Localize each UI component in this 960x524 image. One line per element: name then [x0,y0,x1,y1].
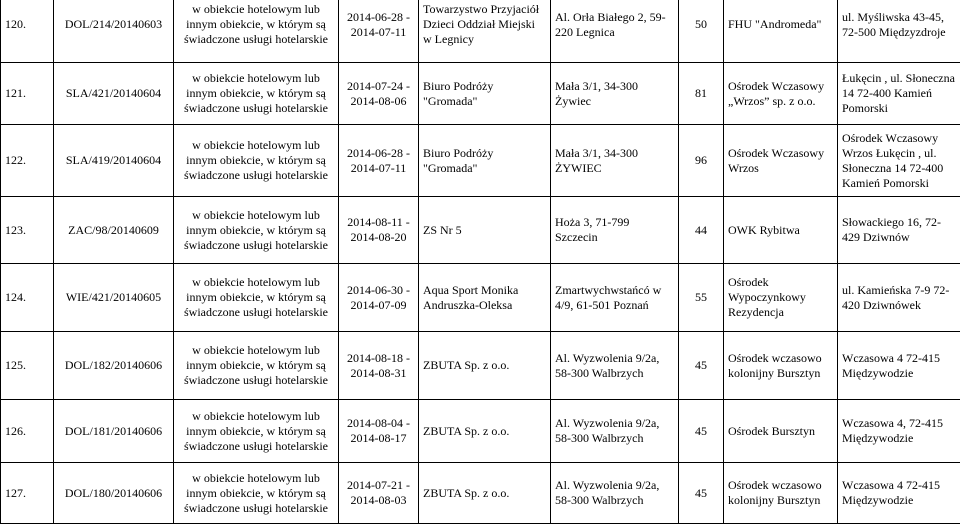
accommodation-type: w obiekcie hotelowym lub innym obiekcie, w którym są świadczone usługi hotelarskie [174,0,339,63]
venue-address: Łukęcin , ul. Słoneczna 14 72-400 Kamień Pomorski [838,63,960,125]
date-range: 2014-06-30 - 2014-07-09 [339,264,419,332]
organizer-address: Al. Wyzwolenia 9/2a, 58-300 Walbrzych [551,332,679,400]
organizer: ZBUTA Sp. z o.o. [419,332,551,400]
table-row [1,63,960,125]
date-range: 2014-08-11 - 2014-08-20 [339,197,419,264]
row-number: 120. [1,0,54,63]
participant-count: 50 [679,0,724,63]
date-range: 2014-08-04 - 2014-08-17 [339,400,419,463]
row-number: 121. [1,63,54,125]
venue-name: Ośrodek Wczasowy „Wrzos” sp. z o.o. [724,63,838,125]
accommodation-type: w obiekcie hotelowym lub innym obiekcie, w którym są świadczone usługi hotelarskie [174,125,339,197]
row-number: 123. [1,197,54,264]
participant-count: 44 [679,197,724,264]
registration-number: DOL/181/20140606 [54,400,174,463]
accommodation-type: w obiekcie hotelowym lub innym obiekcie, w którym są świadczone usługi hotelarskie [174,463,339,524]
organizer-address: Mała 3/1, 34-300 ŻYWIEC [551,125,679,197]
organizer: Biuro Podróży "Gromada" [419,125,551,197]
row-number: 127. [1,463,54,524]
organizer-address: Zmartwychwstańcó w 4/9, 61-501 Poznań [551,264,679,332]
accommodation-type: w obiekcie hotelowym lub innym obiekcie, w którym są świadczone usługi hotelarskie [174,332,339,400]
venue-address: ul. Kamieńska 7-9 72-420 Dziwnówek [838,264,960,332]
venue-name: Ośrodek Wypoczynkowy Rezydencja [724,264,838,332]
registration-number: WIE/421/20140605 [54,264,174,332]
accommodation-type: w obiekcie hotelowym lub innym obiekcie, w którym są świadczone usługi hotelarskie [174,63,339,125]
venue-address: Wczasowa 4 72-415 Międzywodzie [838,463,960,524]
participant-count: 45 [679,400,724,463]
organizer: Biuro Podróży "Gromada" [419,63,551,125]
participant-count: 81 [679,63,724,125]
venue-name: FHU "Andromeda" [724,0,838,63]
date-range: 2014-08-18 - 2014-08-31 [339,332,419,400]
table-row [1,0,960,63]
participant-count: 55 [679,264,724,332]
row-number: 122. [1,125,54,197]
registration-number: DOL/182/20140606 [54,332,174,400]
table-row [1,332,960,400]
accommodation-type: w obiekcie hotelowym lub innym obiekcie, w którym są świadczone usługi hotelarskie [174,197,339,264]
organizer: Towarzystwo Przyjaciół Dzieci Oddział Miejski w Legnicy [419,0,551,63]
venue-address: ul. Myśliwska 43-45, 72-500 Międzyzdroje [838,0,960,63]
organizer-address: Al. Wyzwolenia 9/2a, 58-300 Walbrzych [551,463,679,524]
registration-number: DOL/214/20140603 [54,0,174,63]
venue-address: Słowackiego 16, 72-429 Dziwnów [838,197,960,264]
table-row [1,197,960,264]
registration-number: SLA/419/20140604 [54,125,174,197]
venue-name: Ośrodek wczasowo kolonijny Bursztyn [724,463,838,524]
table-row [1,125,960,197]
organizer: ZBUTA Sp. z o.o. [419,400,551,463]
organizer: ZS Nr 5 [419,197,551,264]
organizer-address: Hoża 3, 71-799 Szczecin [551,197,679,264]
venue-name: OWK Rybitwa [724,197,838,264]
registration-number: SLA/421/20140604 [54,63,174,125]
registration-number: DOL/180/20140606 [54,463,174,524]
organizer-address: Mała 3/1, 34-300 Żywiec [551,63,679,125]
participant-count: 45 [679,463,724,524]
row-number: 124. [1,264,54,332]
participant-count: 96 [679,125,724,197]
participant-count: 45 [679,332,724,400]
table-row [1,463,960,524]
accommodation-type: w obiekcie hotelowym lub innym obiekcie, w którym są świadczone usługi hotelarskie [174,264,339,332]
date-range: 2014-07-21 - 2014-08-03 [339,463,419,524]
venue-name: Ośrodek Bursztyn [724,400,838,463]
row-number: 125. [1,332,54,400]
organizer-address: Al. Orła Białego 2, 59-220 Legnica [551,0,679,63]
organizer: ZBUTA Sp. z o.o. [419,463,551,524]
venue-address: Wczasowa 4, 72-415 Międzywodzie [838,400,960,463]
venue-name: Ośrodek Wczasowy Wrzos [724,125,838,197]
accommodation-type: w obiekcie hotelowym lub innym obiekcie, w którym są świadczone usługi hotelarskie [174,400,339,463]
row-number: 126. [1,400,54,463]
date-range: 2014-06-28 - 2014-07-11 [339,125,419,197]
organizer: Aqua Sport Monika Andruszka-Oleksa [419,264,551,332]
table-row [1,400,960,463]
organizer-address: Al. Wyzwolenia 9/2a, 58-300 Walbrzych [551,400,679,463]
venue-name: Ośrodek wczasowo kolonijny Bursztyn [724,332,838,400]
registration-number: ZAC/98/20140609 [54,197,174,264]
venue-address: Ośrodek Wczasowy Wrzos Łukęcin , ul. Słoneczna 14 72-400 Kamień Pomorski [838,125,960,197]
table-row [1,264,960,332]
date-range: 2014-07-24 - 2014-08-06 [339,63,419,125]
venue-address: Wczasowa 4 72-415 Międzywodzie [838,332,960,400]
date-range: 2014-06-28 - 2014-07-11 [339,0,419,63]
